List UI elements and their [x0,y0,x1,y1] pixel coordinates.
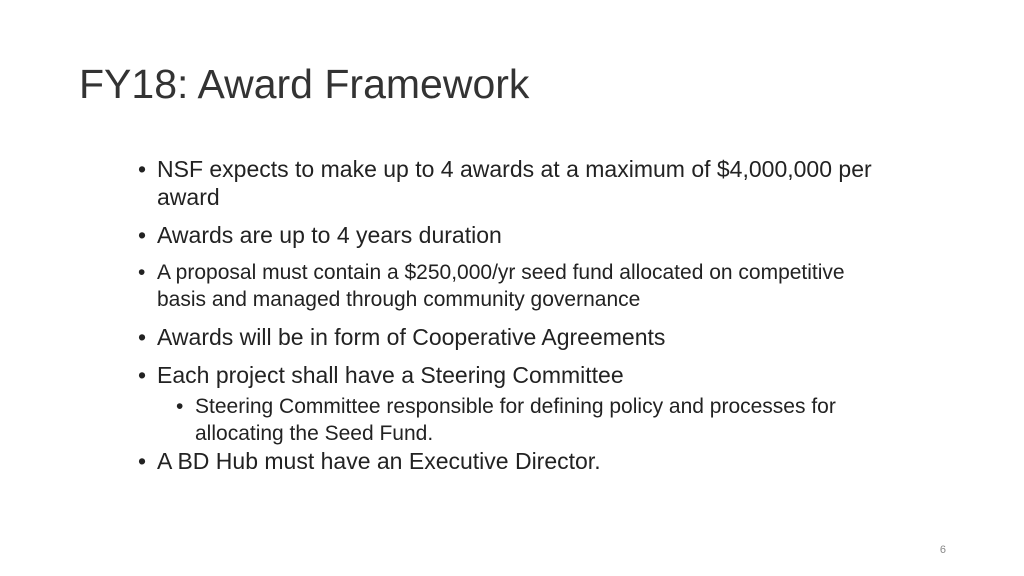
bullet-dot-icon: • [176,395,184,418]
bullet-list [138,155,878,475]
page-number: 6 [939,544,946,556]
bullet-text: NSF expects to make up to 4 awards at a maximum of $4,000,000 per award [157,156,872,210]
bullet-dot-icon: • [138,156,147,182]
bullet-item [138,221,878,249]
bullet-dot-icon: • [138,324,147,350]
bullet-item [138,323,878,351]
sub-bullet-text: Steering Committee responsible for defining policy and processes for allocating the Seed Fund. [195,395,836,445]
bullet-item [138,155,878,211]
bullet-dot-icon: • [138,448,147,474]
bullet-item [138,259,878,313]
bullet-item [138,447,878,475]
bullet-dot-icon: • [138,222,147,248]
sub-bullet-item [176,393,878,447]
bullet-text: A proposal must contain a $250,000/yr seed fund allocated on competitive basis and managed through community governance [157,261,845,311]
bullet-text: A BD Hub must have an Executive Director. [157,448,601,474]
bullet-text: Each project shall have a Steering Committee [157,362,624,388]
bullet-dot-icon: • [138,261,146,284]
bullet-dot-icon: • [138,362,147,388]
slide-title: FY18: Award Framework [79,61,530,107]
bullet-item [138,361,878,389]
bullet-text: Awards are up to 4 years duration [157,222,502,248]
bullet-text: Awards will be in form of Cooperative Agreements [157,324,666,350]
